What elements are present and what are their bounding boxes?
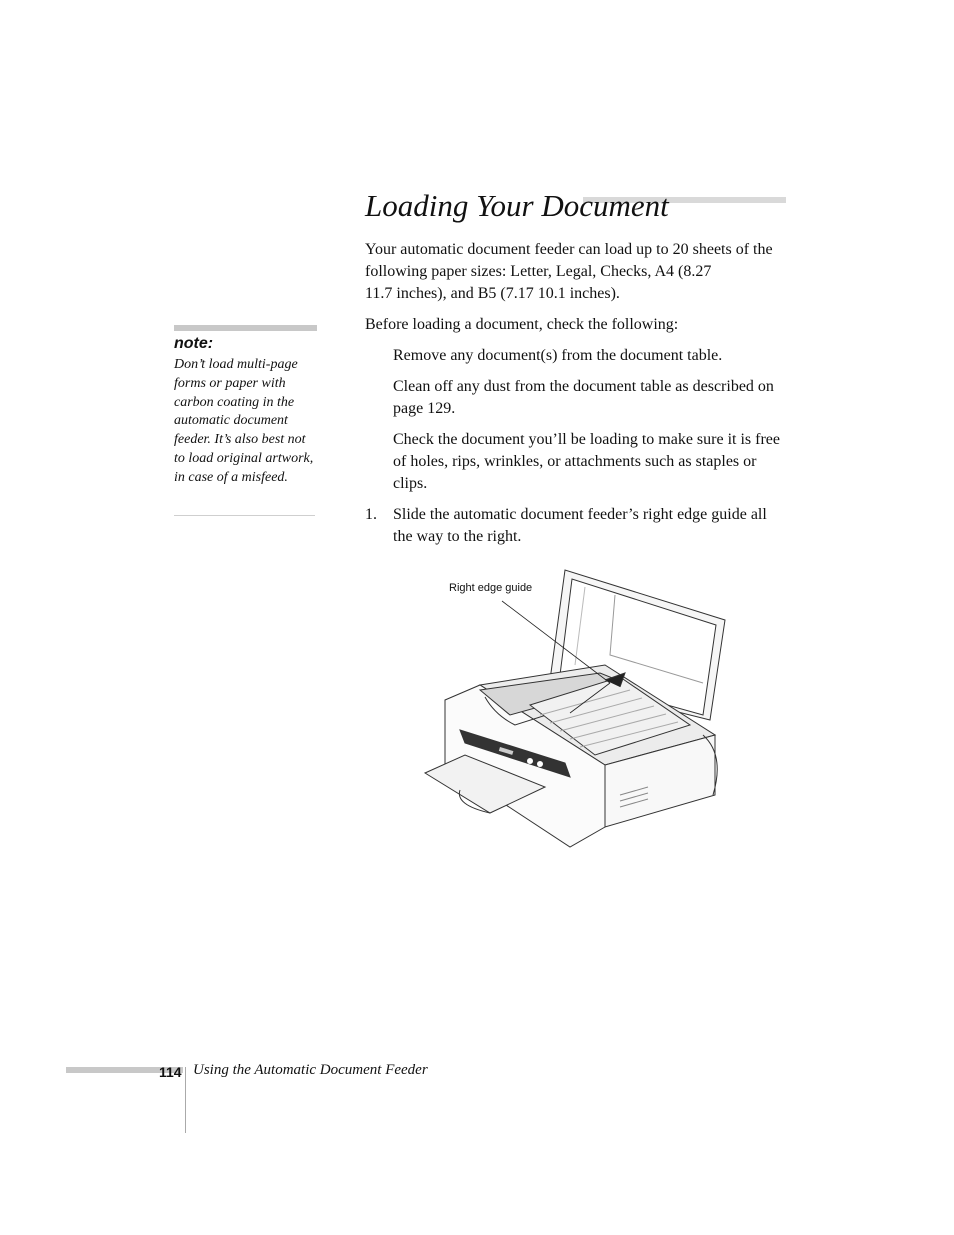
figure-callout: Right edge guide	[449, 582, 533, 594]
intro-paragraph	[365, 239, 790, 305]
note-rule	[174, 325, 317, 331]
step-number: 1.	[365, 506, 377, 523]
checklist-item: Clean off any dust from the document table as described on page 129.	[393, 378, 774, 417]
check-intro: Before loading a document, check the following:	[365, 316, 679, 333]
intro-line-1: Your automatic document feeder can load up to 20 sheets of the	[365, 241, 773, 258]
checklist-item: Remove any document(s) from the document table.	[393, 347, 723, 364]
note-text: Don’t load multi-page forms or paper with carbon coating in the automatic document feeder. It’s also best not to load original artwork, in case of a misfeed.	[174, 357, 314, 485]
printer-scanner-illustration-icon	[420, 565, 740, 855]
footer-divider	[185, 1067, 186, 1133]
intro-line-2: following paper sizes: Letter, Legal, Checks, A4 (8.27	[365, 263, 712, 280]
step-text: Slide the automatic document feeder’s right edge guide all the way to the right.	[393, 506, 767, 545]
page-title: Loading Your Document	[365, 188, 669, 223]
page-number: 114	[159, 1064, 182, 1080]
intro-line-3: 11.7 inches), and B5 (7.17 10.1 inches).	[365, 285, 620, 302]
chapter-title: Using the Automatic Document Feeder	[193, 1062, 428, 1078]
note-divider	[174, 515, 315, 516]
checklist-item: Check the document you’ll be loading to make sure it is free of holes, rips, wrinkles, or attachments such as staples or clips.	[393, 431, 780, 492]
note-label: note:	[174, 335, 214, 352]
